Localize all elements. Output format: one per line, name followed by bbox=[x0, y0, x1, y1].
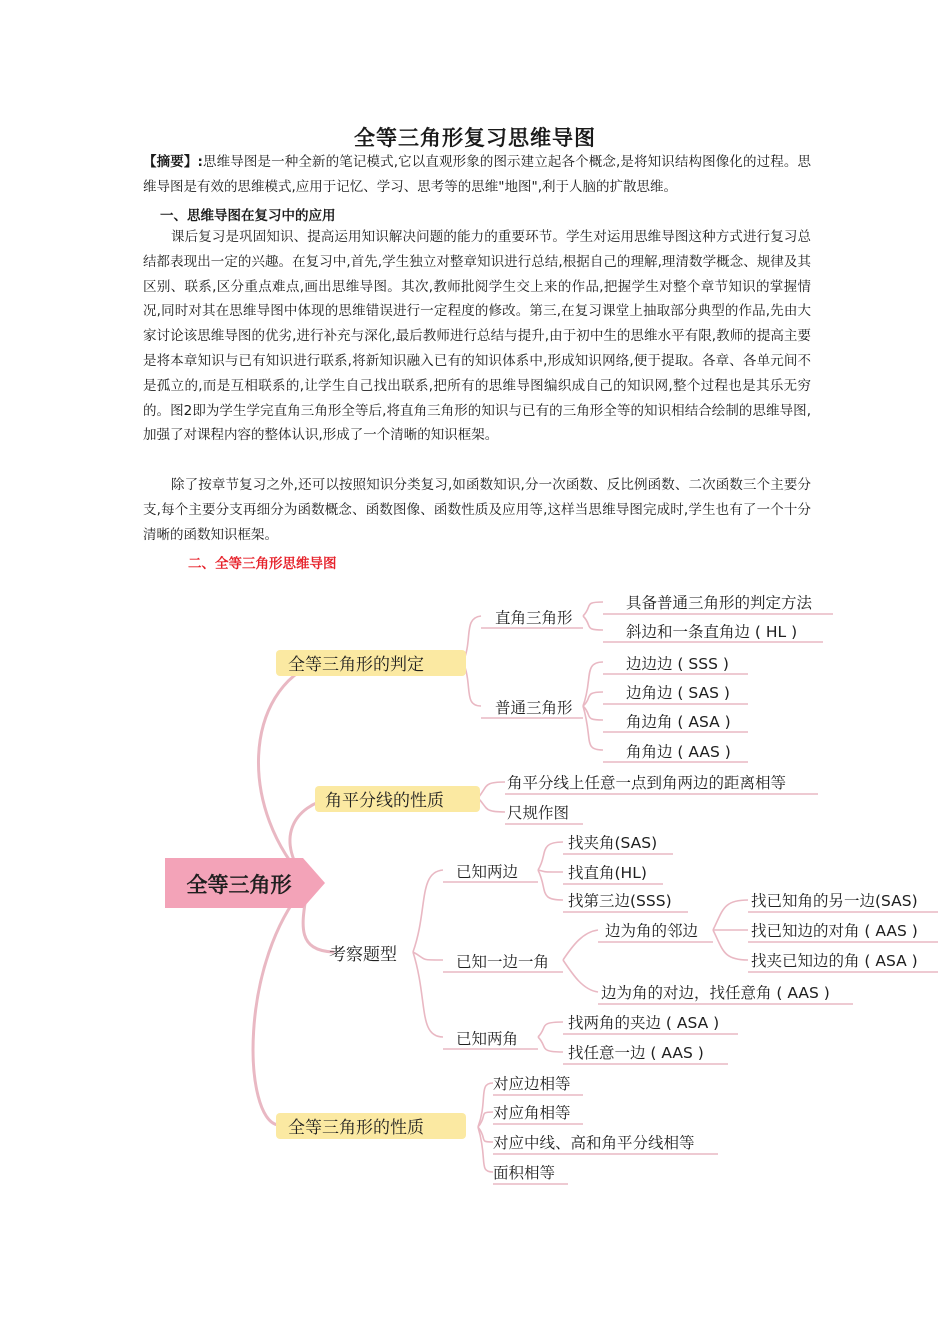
node-two-angles-known: 已知两角 bbox=[456, 1030, 519, 1048]
leaf-node: 边边边 ( SSS ) bbox=[626, 655, 729, 673]
leaf-node: 边为角的对边，找任意角 ( AAS ) bbox=[601, 984, 830, 1002]
root-label: 全等三角形 bbox=[186, 873, 292, 897]
leaf-node: 尺规作图 bbox=[507, 804, 570, 822]
leaf-node: 斜边和一条直角边 ( HL ) bbox=[626, 623, 798, 641]
leaf-node: 找夹已知边的角 ( ASA ) bbox=[751, 952, 918, 970]
leaf-node: 角边角 ( ASA ) bbox=[626, 713, 731, 731]
section-1-heading: 一、思维导图在复习中的应用 bbox=[160, 208, 336, 224]
abstract-paragraph bbox=[143, 150, 811, 200]
leaf-node: 边角边 ( SAS ) bbox=[626, 684, 730, 702]
node-adjacent-side: 边为角的邻边 bbox=[605, 922, 699, 940]
leaf-node: 找第三边(SSS) bbox=[568, 892, 672, 910]
leaf-node: 对应中线、高和角平分线相等 bbox=[493, 1134, 695, 1152]
branch-properties-label: 全等三角形的性质 bbox=[288, 1118, 424, 1138]
leaf-node: 对应角相等 bbox=[493, 1104, 571, 1122]
section-1-paragraph-1: 课后复习是巩固知识、提高运用知识解决问题的能力的重要环节。学生对运用思维导图这种方式进行复习总结都表现出一定的兴趣。在复习中,首先,学生独立对整章知识进行总结,根据自己的理解,理清数学概念、规律及其区别、联系,区分重点难点,画出思维导图。其次,教师批阅学生交上来的作品,把握学生对整个章节知识的掌握情况,同时对其在思维导图中体现的思维错误进行一定程度的修改。第三,在复习课堂上抽取部分典型的作品,先由大家讨论该思维导图的优劣,进行补充与深化,最后教师进行总结与提升,由于初中生的思维水平有限,教师的提高主要是将本章知识与已有知识进行联系,将新知识融入已有的知识体系中,形成知识网络,便于提取。各章、各单元间不是孤立的,而是互相联系的,让学生自己找出联系,把所有的思维导图编织成自己的知识网,整个过程也是其乐无穷的。图2即为学生学完直角三角形全等后,将直角三角形的知识与已有的三角形全等的知识相结合绘制的思维导图,加强了对课程内容的整体认识,形成了一个清晰的知识框架。 bbox=[143, 229, 811, 444]
leaf-node: 找直角(HL) bbox=[568, 864, 647, 882]
abstract-text: 思维导图是一种全新的笔记模式,它以直观形象的图示建立起各个概念,是将知识结构图像化的过程。思维导图是有效的思维模式,应用于记忆、学习、思考等的思维"地图",利于人脑的扩散思维。 bbox=[143, 154, 811, 195]
section-1-paragraph-2: 除了按章节复习之外,还可以按照知识分类复习,如函数知识,分一次函数、反比例函数、二次函数三个主要分支,每个主要分支再细分为函数概念、函数图像、函数性质及应用等,这样当思维导图完成时,学生也有了一个十分清晰的函数知识框架。 bbox=[143, 477, 811, 543]
leaf-node: 找已知角的另一边(SAS) bbox=[751, 892, 918, 910]
branch-bisector-label: 角平分线的性质 bbox=[325, 791, 444, 811]
leaf-node: 角角边 ( AAS ) bbox=[626, 743, 731, 761]
leaf-node: 找已知边的对角 ( AAS ) bbox=[751, 922, 918, 940]
abstract-label: 【摘要】: bbox=[143, 154, 203, 170]
mind-map-root bbox=[165, 858, 325, 908]
node-two-sides-known: 已知两边 bbox=[456, 863, 519, 881]
leaf-node: 具备普通三角形的判定方法 bbox=[626, 594, 813, 612]
branch-question-types-label: 考察题型 bbox=[329, 945, 397, 965]
page-title: 全等三角形复习思维导图 bbox=[354, 126, 596, 150]
leaf-node: 角平分线上任意一点到角两边的距离相等 bbox=[507, 774, 787, 792]
section-2-heading: 二、全等三角形思维导图 bbox=[188, 556, 337, 572]
node-ordinary-triangle: 普通三角形 bbox=[495, 699, 573, 717]
node-right-triangle: 直角三角形 bbox=[495, 609, 573, 627]
leaf-node: 找夹角(SAS) bbox=[568, 834, 658, 852]
leaf-node: 找任意一边 ( AAS ) bbox=[568, 1044, 704, 1062]
leaf-node: 找两角的夹边 ( ASA ) bbox=[568, 1014, 720, 1032]
branch-judgement-label: 全等三角形的判定 bbox=[288, 655, 424, 675]
leaf-node: 面积相等 bbox=[493, 1164, 556, 1182]
node-side-angle-known: 已知一边一角 bbox=[456, 953, 550, 971]
mind-map bbox=[143, 580, 950, 1200]
leaf-node: 对应边相等 bbox=[493, 1075, 571, 1093]
